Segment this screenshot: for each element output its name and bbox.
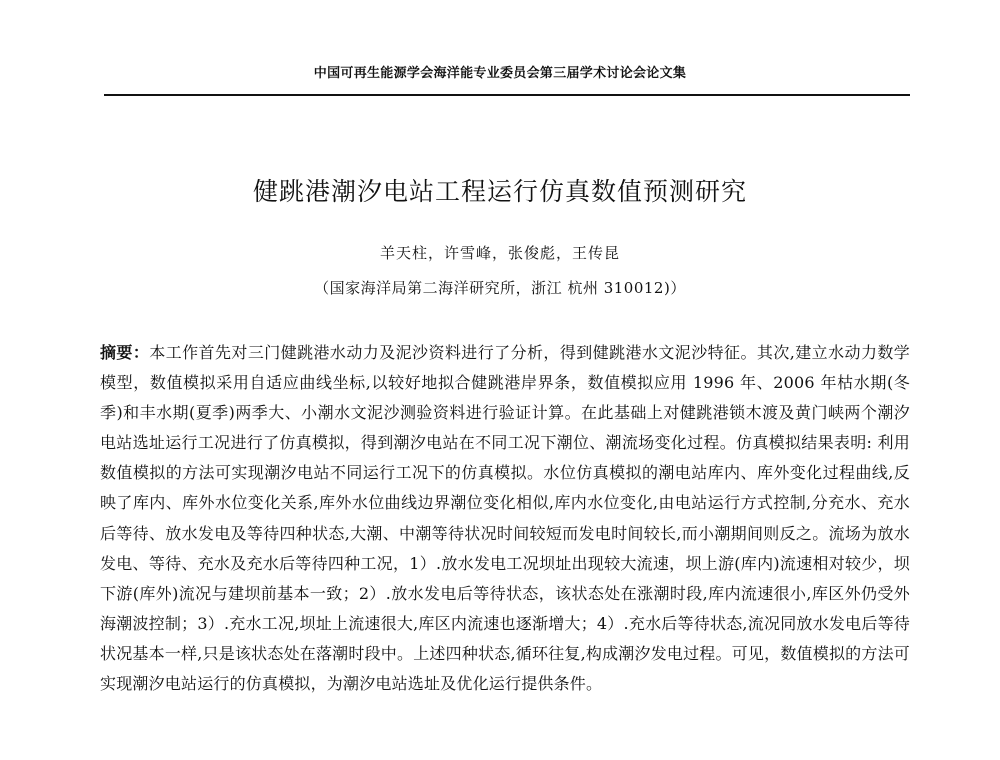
affiliation: （国家海洋局第二海洋研究所，浙江 杭州 310012)）: [314, 279, 686, 297]
abstract-label: 摘要：: [100, 343, 150, 362]
header-rule: [104, 94, 910, 96]
paper-title: 健跳港潮汐电站工程运行仿真数值预测研究: [252, 177, 747, 206]
abstract: [100, 338, 910, 699]
abstract-text: 本工作首先对三门健跳港水动力及泥沙资料进行了分析，得到健跳港水文泥沙特征。其次,建立水动力数学模型，数值模拟采用自适应曲线坐标,以较好地拟合健跳港岸界条，数值模拟应用 1996 年、2006 年枯水期(冬季)和丰水期(夏季)两季大、小潮水文泥沙测验资料进行验证计算。在此基础上对健跳港锁木渡及黄门峡两个潮汐电站选址运行工况进行了仿真模拟，得到潮汐电站在不同工况下潮位、潮流场变化过程。仿真模拟结果表明: 利用数值模拟的方法可实现潮汐电站不同运行工况下的仿真模拟。水位仿真模拟的潮电站库内、库外变化过程曲线,反映了库内、库外水位变化关系,库外水位曲线边界潮位变化相似,库内水位变化,由电站运行方式控制,分充水、充水后等待、放水发电及等待四种状态,大潮、中潮等待状况时间较短而发电时间较长,而小潮期间则反之。流场为放水发电、等待、充水及充水后等待四种工况，1）.放水发电工况坝址出现较大流速，坝上游(库内)流速相对较少，坝下游(库外)流况与建坝前基本一致；2）.放水发电后等待状态，该状态处在涨潮时段,库内流速很小,库区外仍受外海潮波控制；3）.充水工况,坝址上流速很大,库区内流速也逐渐增大；4）.充水后等待状态,流况同放水发电后等待状况基本一样,只是该状态处在落潮时段中。上述四种状态,循环往复,构成潮汐发电过程。可见，数值模拟的方法可实现潮汐电站运行的仿真模拟，为潮汐电站选址及优化运行提供条件。: [100, 343, 910, 694]
author-list: 羊天柱，许雪峰，张俊彪，王传昆: [379, 244, 620, 262]
running-header: 中国可再生能源学会海洋能专业委员会第三届学术讨论会论文集: [313, 66, 687, 81]
